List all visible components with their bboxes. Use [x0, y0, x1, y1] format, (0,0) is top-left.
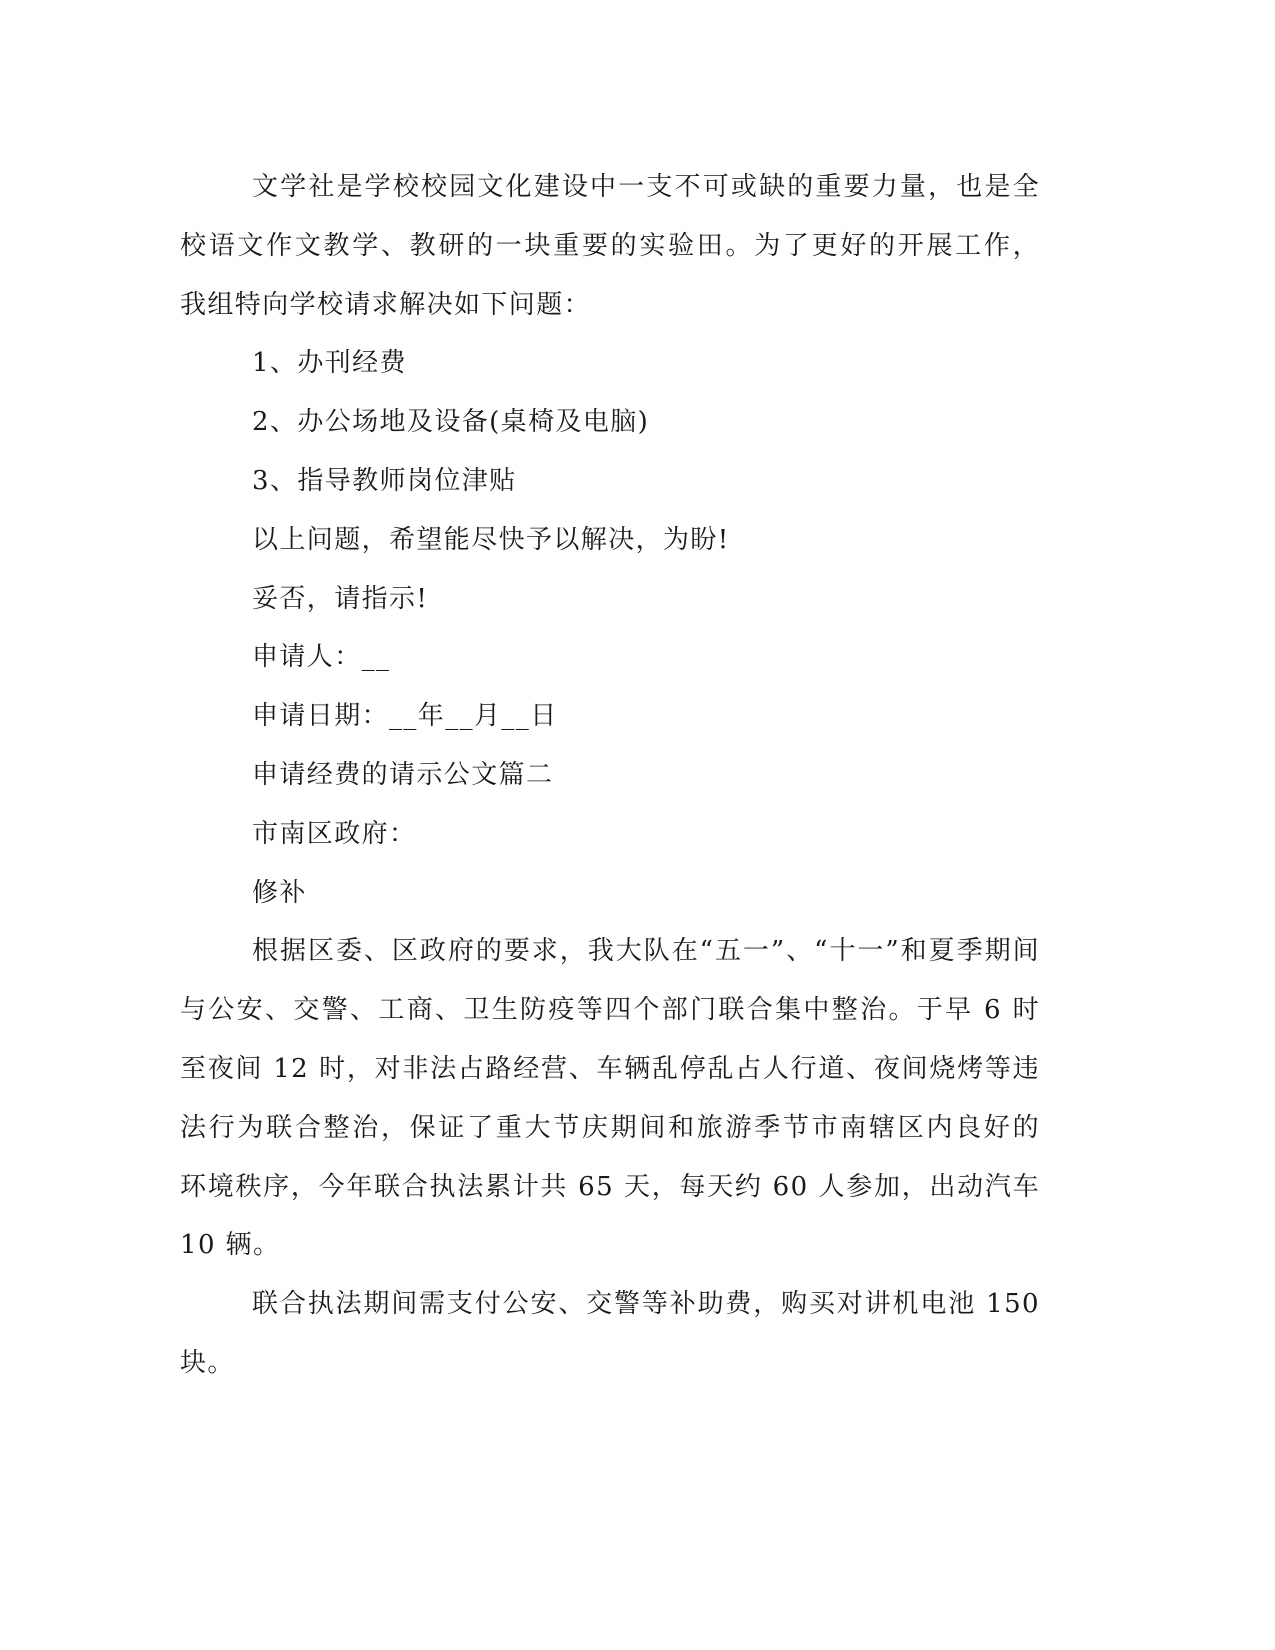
paragraph-2-line-4: 法行为联合整治，保证了重大节庆期间和旅游季节市南辖区内良好的: [180, 1112, 1040, 1143]
closing-hope-line: 以上问题，希望能尽快予以解决，为盼!: [252, 524, 730, 555]
addressee-line: 市南区政府：: [252, 818, 417, 849]
application-date-line: 申请日期：__年__月__日: [252, 701, 558, 732]
paragraph-2-line-3: 至夜间 12 时，对非法占路经营、车辆乱停乱占人行道、夜间烧烤等违: [180, 1053, 1040, 1084]
list-item-3: 3、指导教师岗位津贴: [252, 465, 517, 496]
paragraph-2-line-2: 与公安、交警、工商、卫生防疫等四个部门联合集中整治。于早 6 时: [180, 995, 1040, 1026]
paragraph-3-line-2: 块。: [180, 1347, 235, 1378]
paragraph-3-line-1: 联合执法期间需支付公安、交警等补助费，购买对讲机电池 150: [252, 1289, 1040, 1320]
paragraph-2-line-1: 根据区委、区政府的要求，我大队在“五一”、“十一”和夏季期间: [252, 936, 1040, 967]
paragraph-2-line-6: 10 辆。: [180, 1230, 281, 1261]
section-heading: 申请经费的请示公文篇二: [252, 759, 554, 790]
note-line: 修补: [252, 877, 307, 908]
paragraph-2-line-5: 环境秩序，今年联合执法累计共 65 天，每天约 60 人参加，出动汽车: [180, 1171, 1040, 1202]
paragraph-1-line-2: 校语文作文教学、教研的一块重要的实验田。为了更好的开展工作，: [180, 230, 1040, 261]
list-item-1: 1、办刊经费: [252, 348, 407, 379]
closing-instruction-line: 妥否，请指示!: [252, 583, 429, 614]
paragraph-1-line-1: 文学社是学校校园文化建设中一支不可或缺的重要力量，也是全: [252, 172, 1040, 202]
document-body: [180, 158, 1040, 1393]
paragraph-1-line-3: 我组特向学校请求解决如下问题：: [180, 289, 592, 320]
applicant-line: 申请人：__: [252, 642, 391, 673]
list-item-2: 2、办公场地及设备(桌椅及电脑): [252, 407, 650, 438]
